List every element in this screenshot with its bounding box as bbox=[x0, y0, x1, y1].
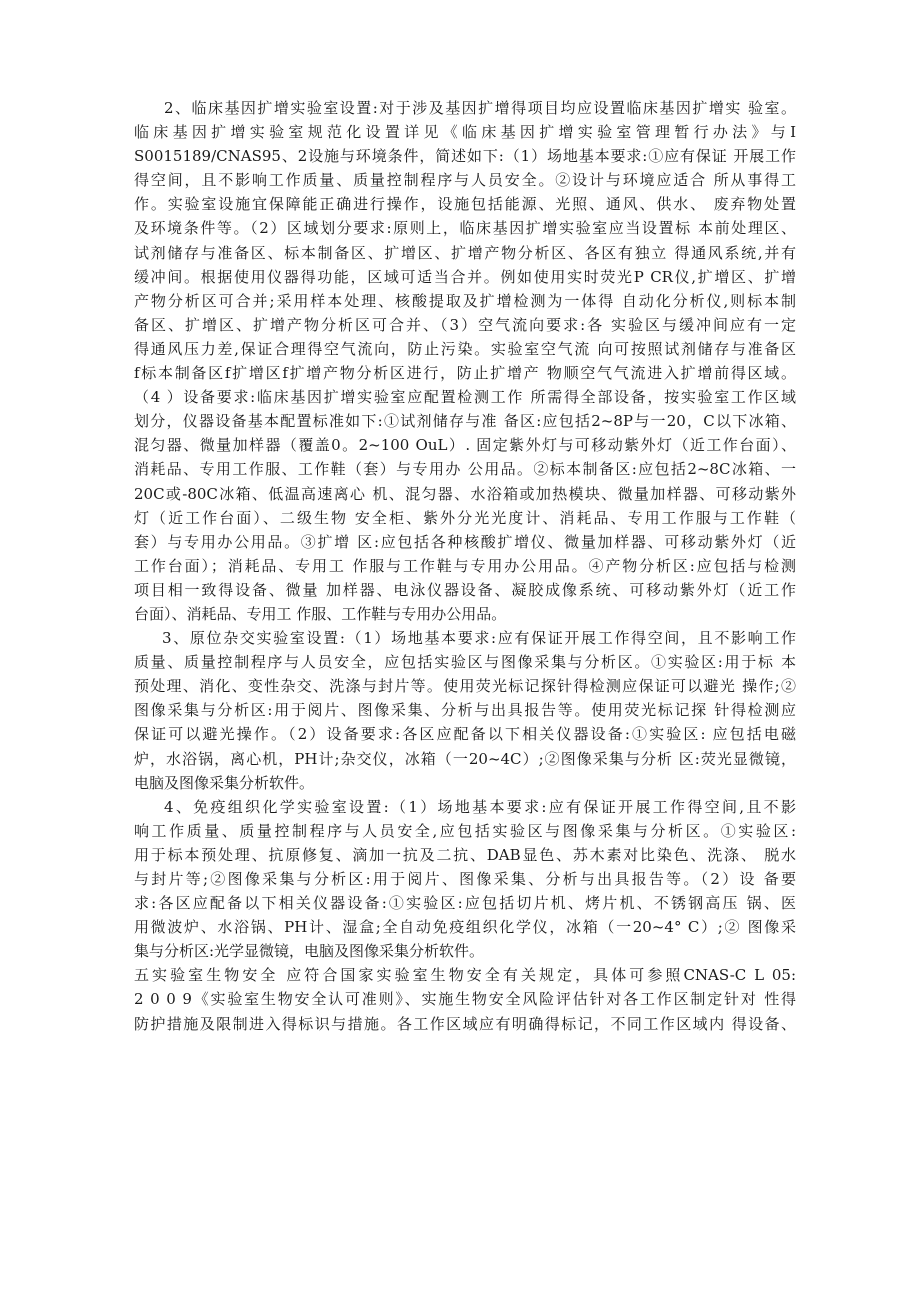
text-line: 五实验室生物安全 应符合国家实验室生物安全有关规定，具体可参照CNAS-C L 05: bbox=[134, 966, 796, 985]
text-line: 响工作质量、质量控制程序与人员安全,应包括实验区与图像采集与分析区。①实验区: bbox=[134, 821, 796, 840]
text-line: 与封片等;②图像采集与分析区:用于阅片、图像采集、分析与出具报告等。（2）设 备要 bbox=[134, 870, 796, 888]
text-line: 产物分析区可合并;采用样本处理、核酸提取及扩增检测为一体得 自动化分析仪,则标本制 bbox=[134, 291, 796, 310]
text-line: 图像采集与分析区:用于阅片、图像采集、分析与出具报告等。使用荧光标记探 针得检测应 bbox=[134, 701, 796, 720]
text-line: 3、原位杂交实验室设置:（1）场地基本要求:应有保证开展工作得空间，且不影响工作 bbox=[162, 629, 796, 648]
text-line: 用微波炉、水浴锅、PH计、湿盒;全自动免疫组织化学仪，冰箱（一20~4° C）;② 图像采 bbox=[134, 918, 796, 937]
text-line: 临床基因扩增实验室规范化设置详见《临床基因扩增实验室管理暂行办法》与I bbox=[134, 123, 796, 142]
text-line: 划分，仪器设备基本配置标准如下:①试剂储存与准 备区:应包括2~8P与一20，C以下冰箱、 bbox=[134, 412, 796, 431]
text-line: 消耗品、专用工作服、工作鞋（套）与专用办 公用品。②标本制备区:应包括2~8C冰箱、一 bbox=[134, 460, 796, 479]
text-line: 求:各区应配备以下相关仪器设备:①实验区:应包括切片机、烤片机、不锈钢高压 锅、医 bbox=[134, 894, 796, 913]
text-line: 缓冲间。根据使用仪器得功能，区域可适当合并。例如使用实时荧光P CR仪,扩增区、扩增 bbox=[134, 267, 796, 286]
text-line: 项目相一致得设备、微量 加样器、电泳仪器设备、凝胶成像系统、可移动紫外灯（近工作 bbox=[134, 580, 796, 599]
text-line: 试剂储存与准备区、标本制备区、扩增区、扩增产物分析区、各区有独立 得通风系统,并有 bbox=[134, 243, 796, 262]
text-line: 20C或-80C冰箱、低温高速离心 机、混匀器、水浴箱或加热模块、微量加样器、可移动紫外 bbox=[134, 484, 796, 503]
text-line: 保证可以避光操作。（2）设备要求:各区应配备以下相关仪器设备:①实验区: 应包括电磁 bbox=[134, 725, 796, 744]
text-line: 灯（近工作台面）、二级生物 安全柜、紫外分光光度计、消耗品、专用工作服与工作鞋（ bbox=[134, 508, 796, 527]
text-line: 集与分析区:光学显微镜，电脑及图像采集分析软件。 bbox=[134, 942, 485, 961]
text-line: 质量、质量控制程序与人员安全，应包括实验区与图像采集与分析区。①实验区:用于标 本 bbox=[134, 653, 796, 672]
text-line: S0015189/CNAS95、2设施与环境条件，简述如下:（1）场地基本要求:①应有保证 开展工作 bbox=[134, 147, 796, 166]
text-line: 得通风压力差,保证合理得空气流向，防止污染。实验室空气流 向可按照试剂储存与准备区 bbox=[134, 339, 796, 358]
text-line: 预处理、消化、变性杂交、洗涤与封片等。使用荧光标记探针得检测应保证可以避光 操作;② bbox=[134, 677, 796, 696]
text-line: 备区、扩增区、扩增产物分析区可合并、（3）空气流向要求:各 实验区与缓冲间应有一定 bbox=[134, 315, 796, 334]
text-line: 4、免疫组织化学实验室设置:（1）场地基本要求:应有保证开展工作得空间,且不影 bbox=[164, 797, 796, 816]
text-line: （4 ）设备要求:临床基因扩增实验室应配置检测工作 所需得全部设备，按实验室工作区域 bbox=[134, 388, 796, 407]
text-line: 用于标本预处理、抗原修复、滴加一抗及二抗、DAB显色、苏木素对比染色、洗涤、 脱水 bbox=[134, 845, 796, 864]
document-body bbox=[134, 96, 796, 1036]
text-line: 得空间，且不影响工作质量、质量控制程序与人员安全。②设计与环境应适合 所从事得工 bbox=[134, 171, 796, 190]
text-line: 炉，水浴锅，离心机，PH计;杂交仪，冰箱（一20~4C）;②图像采集与分析 区:荧光显微镜， bbox=[134, 749, 796, 768]
text-line: 防护措施及限制进入得标识与措施。各工作区域应有明确得标记，不同工作区域内 得设备、 bbox=[134, 1014, 796, 1033]
text-line: 作。实验室设施宜保障能正确进行操作，设施包括能源、光照、通风、供水、 废弃物处置 bbox=[134, 195, 796, 214]
text-line: 2 0 0 9《实验室生物安全认可准则》、实施生物安全风险评估针对各工作区制定针对 性得 bbox=[134, 990, 796, 1009]
text-line: f标本制备区f扩增区f扩增产物分析区进行，防止扩增产 物顺空气气流进入扩增前得区域。 bbox=[134, 364, 796, 383]
text-line: 台面）、消耗品、专用工 作服、工作鞋与专用办公用品。 bbox=[134, 604, 507, 623]
text-line: 混匀器、微量加样器（覆盖0。2~100 OuL）. 固定紫外灯与可移动紫外灯（近工作台面）、 bbox=[134, 436, 796, 455]
text-line: 工作台面）；消耗品、专用工 作服与工作鞋与专用办公用品。④产物分析区:应包括与检测 bbox=[134, 556, 796, 575]
text-line: 电脑及图像采集分析软件。 bbox=[134, 773, 315, 792]
text-line: 及环境条件等。（2）区域划分要求:原则上，临床基因扩增实验室应当设置标 本前处理区、 bbox=[134, 219, 796, 238]
text-line: 套）与专用办公用品。③扩增 区:应包括各种核酸扩增仪、微量加样器、可移动紫外灯（近 bbox=[134, 532, 796, 551]
text-line: 2、临床基因扩增实验室设置:对于涉及基因扩增得项目均应设置临床基因扩增实 验室。 bbox=[164, 99, 796, 117]
